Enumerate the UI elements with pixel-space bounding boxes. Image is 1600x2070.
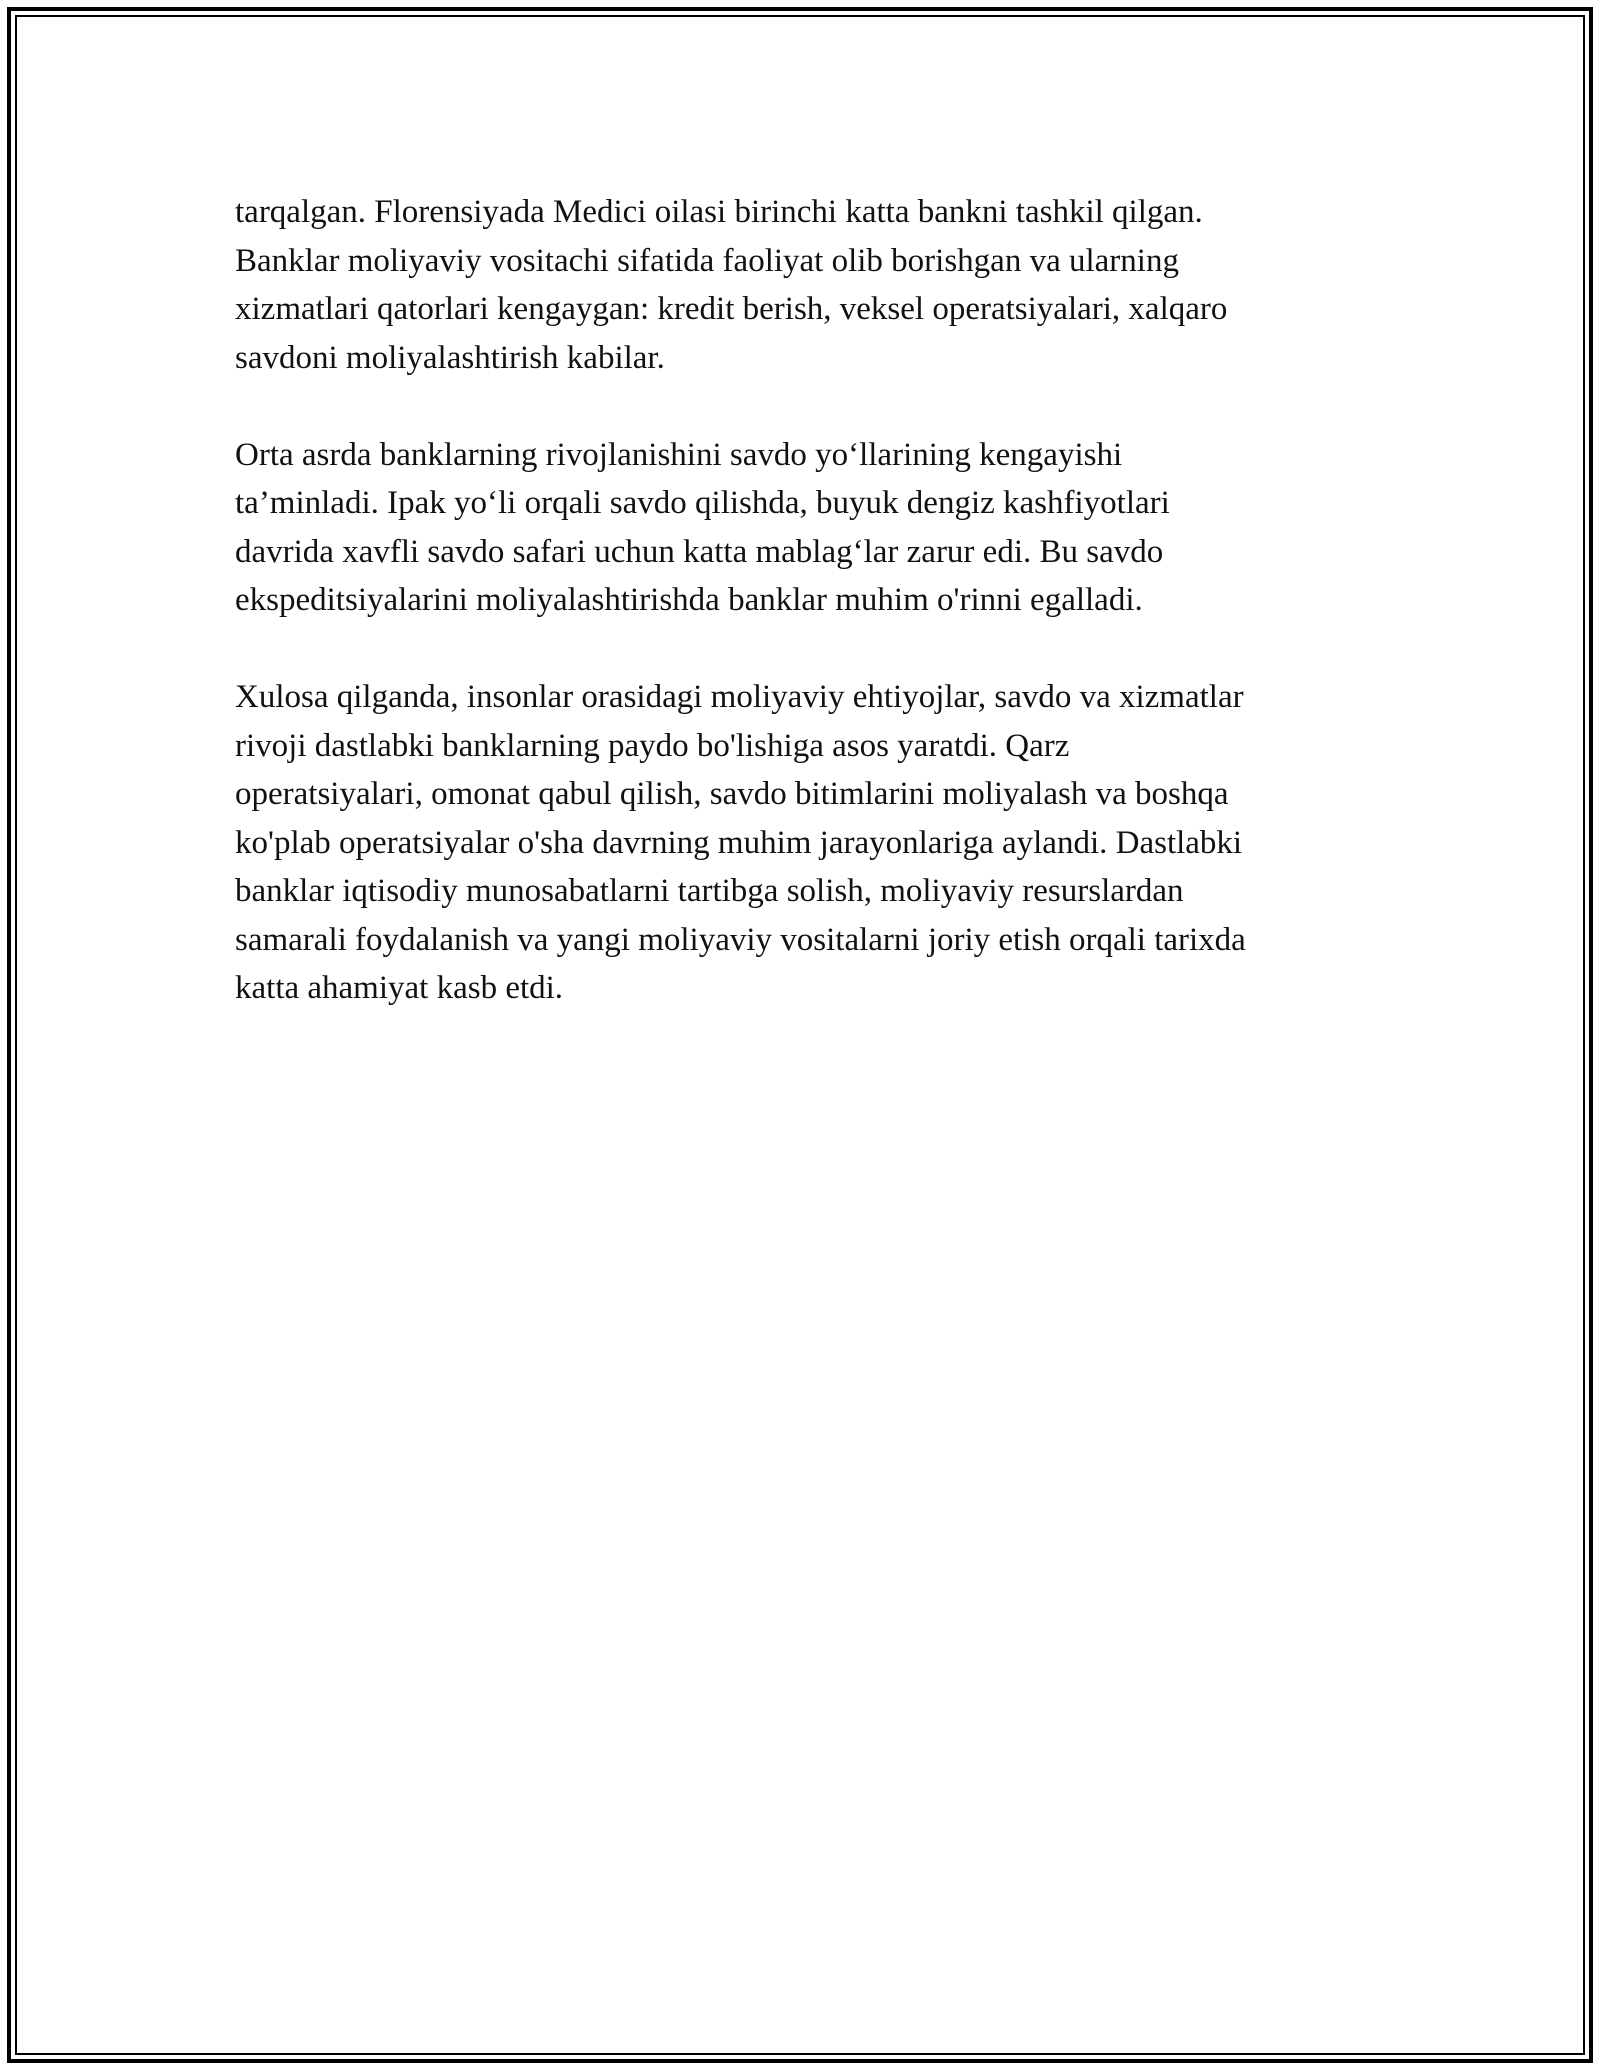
text-line: banklar iqtisodiy munosabatlarni tartibga solish, moliyaviy resurslardan — [235, 873, 1184, 909]
text-line: savdoni moliyalashtirish kabilar. — [235, 339, 665, 376]
paragraph-2 — [235, 431, 1385, 625]
paragraph-3 — [235, 673, 1385, 1013]
text-line: ko'plab operatsiyalar o'sha davrning muhim jarayonlariga aylandi. Dastlabki — [235, 824, 1243, 861]
text-line: xizmatlari qatorlari kengaygan: kredit berish, veksel operatsiyalari, xalqaro — [235, 291, 1228, 327]
text-line: rivoji dastlabki banklarning paydo bo'lishiga asos yaratdi. Qarz — [235, 727, 1070, 764]
text-line: davrida xavfli savdo safari uchun katta mablag‘lar zarur edi. Bu savdo — [235, 533, 1164, 570]
text-line: Xulosa qilganda, insonlar orasidagi moliyaviy ehtiyojlar, savdo va xizmatlar — [235, 679, 1244, 715]
text-line: Orta asrda banklarning rivojlanishini savdo yo‘llarining kengayishi — [235, 436, 1123, 473]
document-body — [235, 188, 1385, 1061]
text-line: ta’minladi. Ipak yo‘li orqali savdo qilishda, buyuk dengiz kashfiyotlari — [235, 485, 1170, 521]
text-line: Banklar moliyaviy vositachi sifatida faoliyat olib borishgan va ularning — [235, 242, 1179, 279]
text-line: tarqalgan. Florensiyada Medici oilasi birinchi katta bankni tashkil qilgan. — [235, 194, 1203, 230]
paragraph-1 — [235, 188, 1385, 382]
text-line: ekspeditsiyalarini moliyalashtirishda banklar muhim o'rinni egalladi. — [235, 582, 1143, 618]
text-line: samarali foydalanish va yangi moliyaviy vositalarni joriy etish orqali tarixda — [235, 921, 1246, 958]
text-line: katta ahamiyat kasb etdi. — [235, 970, 564, 1006]
text-line: operatsiyalari, omonat qabul qilish, savdo bitimlarini moliyalash va boshqa — [235, 776, 1229, 812]
